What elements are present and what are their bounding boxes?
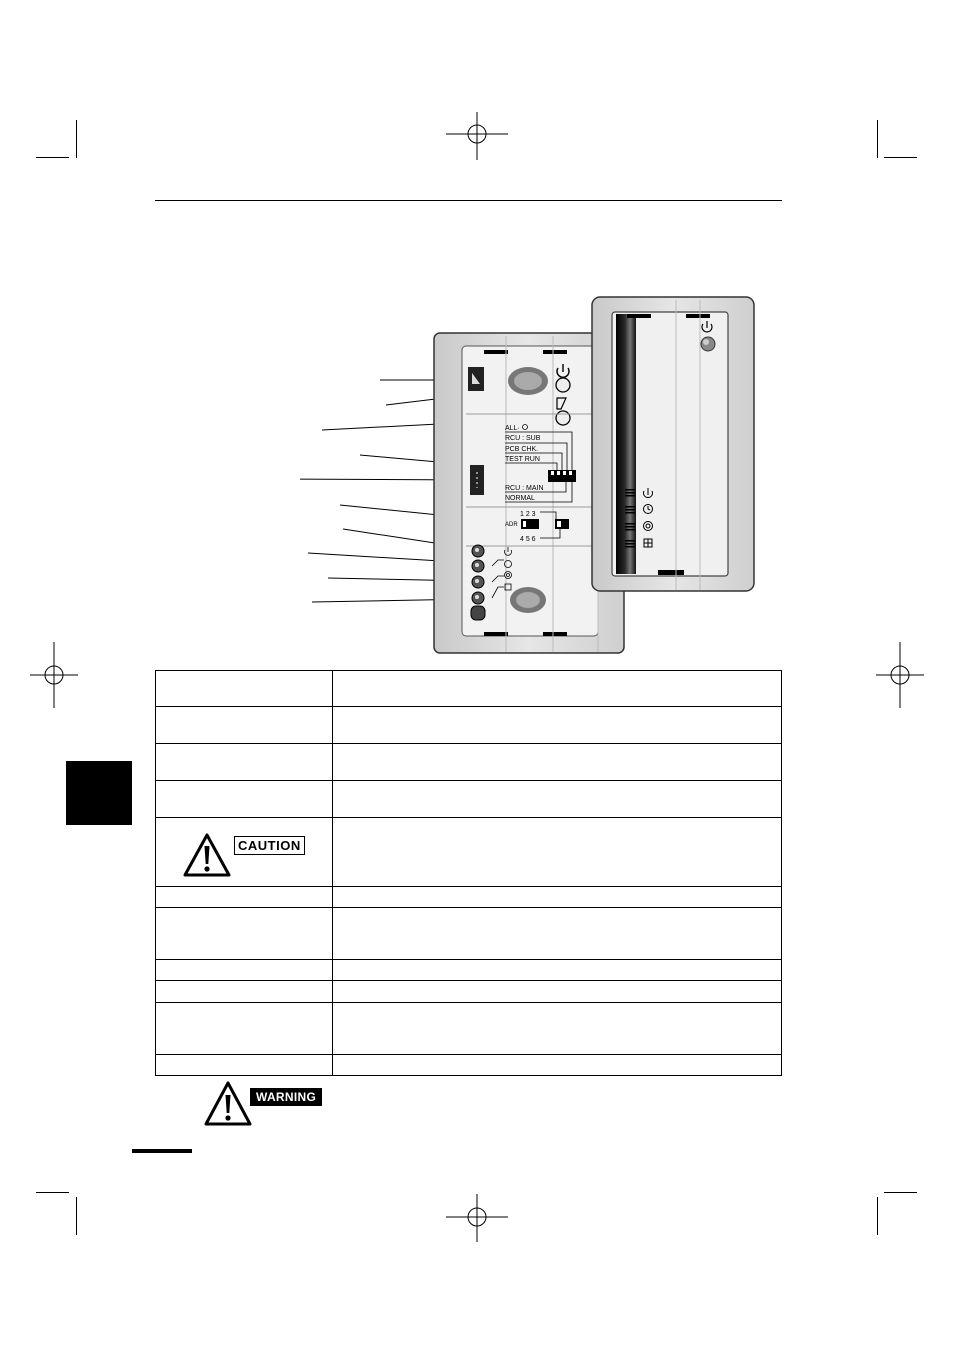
table-row — [156, 1054, 782, 1075]
table-row — [156, 960, 782, 981]
table-row — [156, 908, 782, 960]
crop-mark — [884, 157, 917, 158]
svg-text:ALL·: ALL· — [505, 425, 520, 432]
svg-text:1 2 3: 1 2 3 — [520, 511, 536, 518]
table-row — [156, 1002, 782, 1054]
crop-mark — [76, 1197, 77, 1235]
table-row-caution — [156, 817, 782, 886]
table-row — [156, 671, 782, 707]
component-table — [155, 670, 782, 1076]
closed-controller-body — [592, 297, 754, 591]
registration-mark-top — [446, 112, 508, 160]
crop-mark — [36, 157, 69, 158]
warning-label: WARNING — [250, 1088, 322, 1106]
header-rule — [155, 200, 782, 201]
crop-mark — [877, 1197, 878, 1235]
crop-mark — [76, 120, 77, 158]
svg-text:RCU : MAIN: RCU : MAIN — [505, 485, 544, 492]
svg-text:RCU : SUB: RCU : SUB — [505, 435, 541, 442]
table-row — [156, 887, 782, 908]
chapter-tab — [66, 761, 132, 825]
warning-triangle-icon — [182, 832, 232, 878]
page-number-bar — [132, 1149, 192, 1153]
table-row — [156, 744, 782, 780]
svg-text:PCB CHK.: PCB CHK. — [505, 446, 539, 453]
crop-mark — [884, 1192, 917, 1193]
svg-text:NORMAL: NORMAL — [505, 495, 535, 502]
caution-label: CAUTION — [234, 836, 305, 855]
table-row — [156, 707, 782, 744]
registration-mark-left — [30, 642, 78, 708]
registration-mark-right — [876, 642, 924, 708]
crop-mark — [877, 120, 878, 158]
crop-mark — [36, 1192, 69, 1193]
svg-text:ADR: ADR — [505, 522, 518, 528]
table-row — [156, 981, 782, 1002]
remote-controller-illustration — [300, 295, 760, 657]
svg-text:TEST RUN: TEST RUN — [505, 456, 540, 463]
svg-text:4 5 6: 4 5 6 — [520, 536, 536, 543]
warning-triangle-icon — [203, 1080, 253, 1128]
registration-mark-bottom — [446, 1194, 508, 1242]
table-row — [156, 780, 782, 817]
